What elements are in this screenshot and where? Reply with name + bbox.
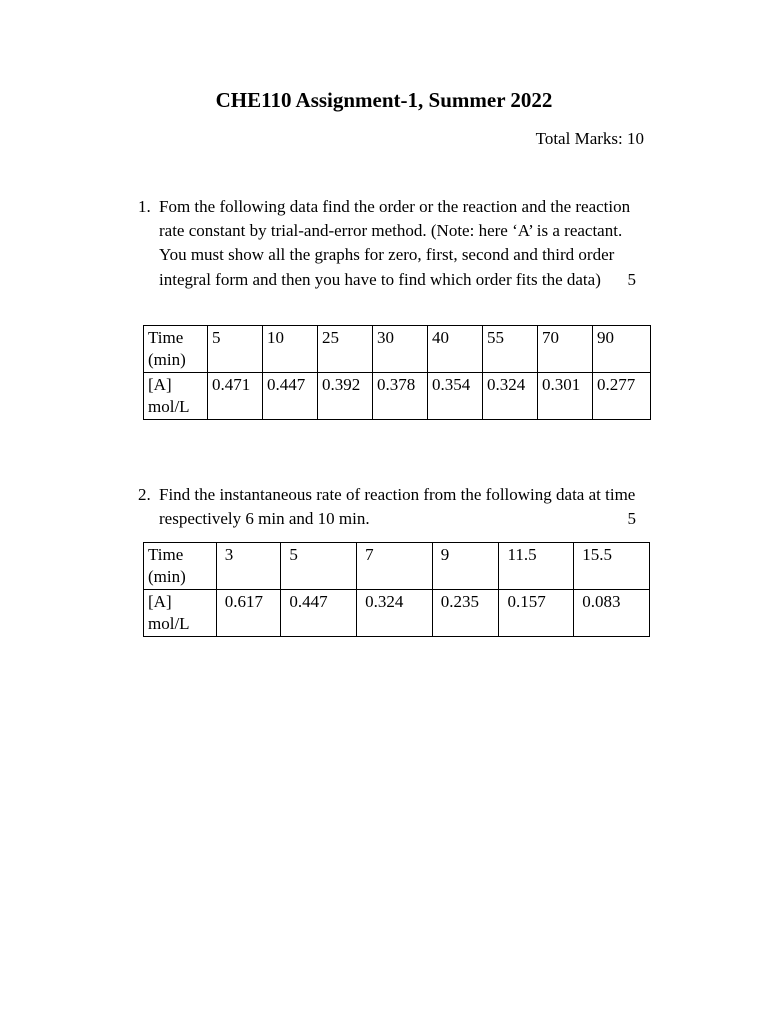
time-cell: 5	[281, 543, 357, 590]
time-cell: 55	[483, 326, 538, 373]
concentration-cell: 0.378	[373, 373, 428, 420]
concentration-cell: 0.235	[432, 590, 499, 637]
question-marks: 5	[627, 269, 636, 289]
time-cell: 90	[593, 326, 651, 373]
table-row	[144, 373, 651, 420]
page-title: CHE110 Assignment-1, Summer 2022	[215, 88, 553, 112]
question-marks: 5	[627, 509, 636, 529]
time-cell: 11.5	[499, 543, 574, 590]
row-header-concentration: [A] mol/L	[144, 590, 217, 637]
time-cell: 9	[432, 543, 499, 590]
concentration-cell: 0.354	[428, 373, 483, 420]
question-2	[138, 483, 636, 531]
table-row	[144, 590, 650, 637]
question-1	[138, 195, 636, 292]
question-text	[159, 483, 636, 531]
data-table-2	[143, 542, 650, 637]
row-header-time: Time (min)	[144, 326, 208, 373]
question-number: 2.	[138, 485, 151, 504]
concentration-cell: 0.447	[263, 373, 318, 420]
row-header-time: Time (min)	[144, 543, 217, 590]
time-cell: 3	[216, 543, 281, 590]
question-number: 1.	[138, 197, 151, 216]
concentration-cell: 0.447	[281, 590, 357, 637]
question-body: Find the instantaneous rate of reaction from the following data at time respectively 6 min and 10 min.	[159, 485, 636, 529]
question-body: Fom the following data find the order or the reaction and the reaction rate constant by trial-and-error method. (Note: here ‘A’ is a reactant. You must show all the graphs for zero, first, second and third order integral form and then you have to find which order fits the data)	[159, 197, 631, 289]
time-cell: 5	[208, 326, 263, 373]
time-cell: 15.5	[574, 543, 650, 590]
concentration-cell: 0.471	[208, 373, 263, 420]
concentration-cell: 0.301	[538, 373, 593, 420]
time-cell: 7	[357, 543, 433, 590]
data-table-1	[143, 325, 651, 420]
concentration-cell: 0.157	[499, 590, 574, 637]
question-text	[159, 195, 636, 292]
concentration-cell: 0.324	[357, 590, 433, 637]
table-row	[144, 543, 650, 590]
concentration-cell: 0.617	[216, 590, 281, 637]
table-row	[144, 326, 651, 373]
time-cell: 40	[428, 326, 483, 373]
time-cell: 70	[538, 326, 593, 373]
concentration-cell: 0.277	[593, 373, 651, 420]
concentration-cell: 0.392	[318, 373, 373, 420]
time-cell: 30	[373, 326, 428, 373]
concentration-cell: 0.083	[574, 590, 650, 637]
total-marks: Total Marks: 10	[535, 129, 644, 148]
time-cell: 25	[318, 326, 373, 373]
time-cell: 10	[263, 326, 318, 373]
concentration-cell: 0.324	[483, 373, 538, 420]
row-header-concentration: [A] mol/L	[144, 373, 208, 420]
